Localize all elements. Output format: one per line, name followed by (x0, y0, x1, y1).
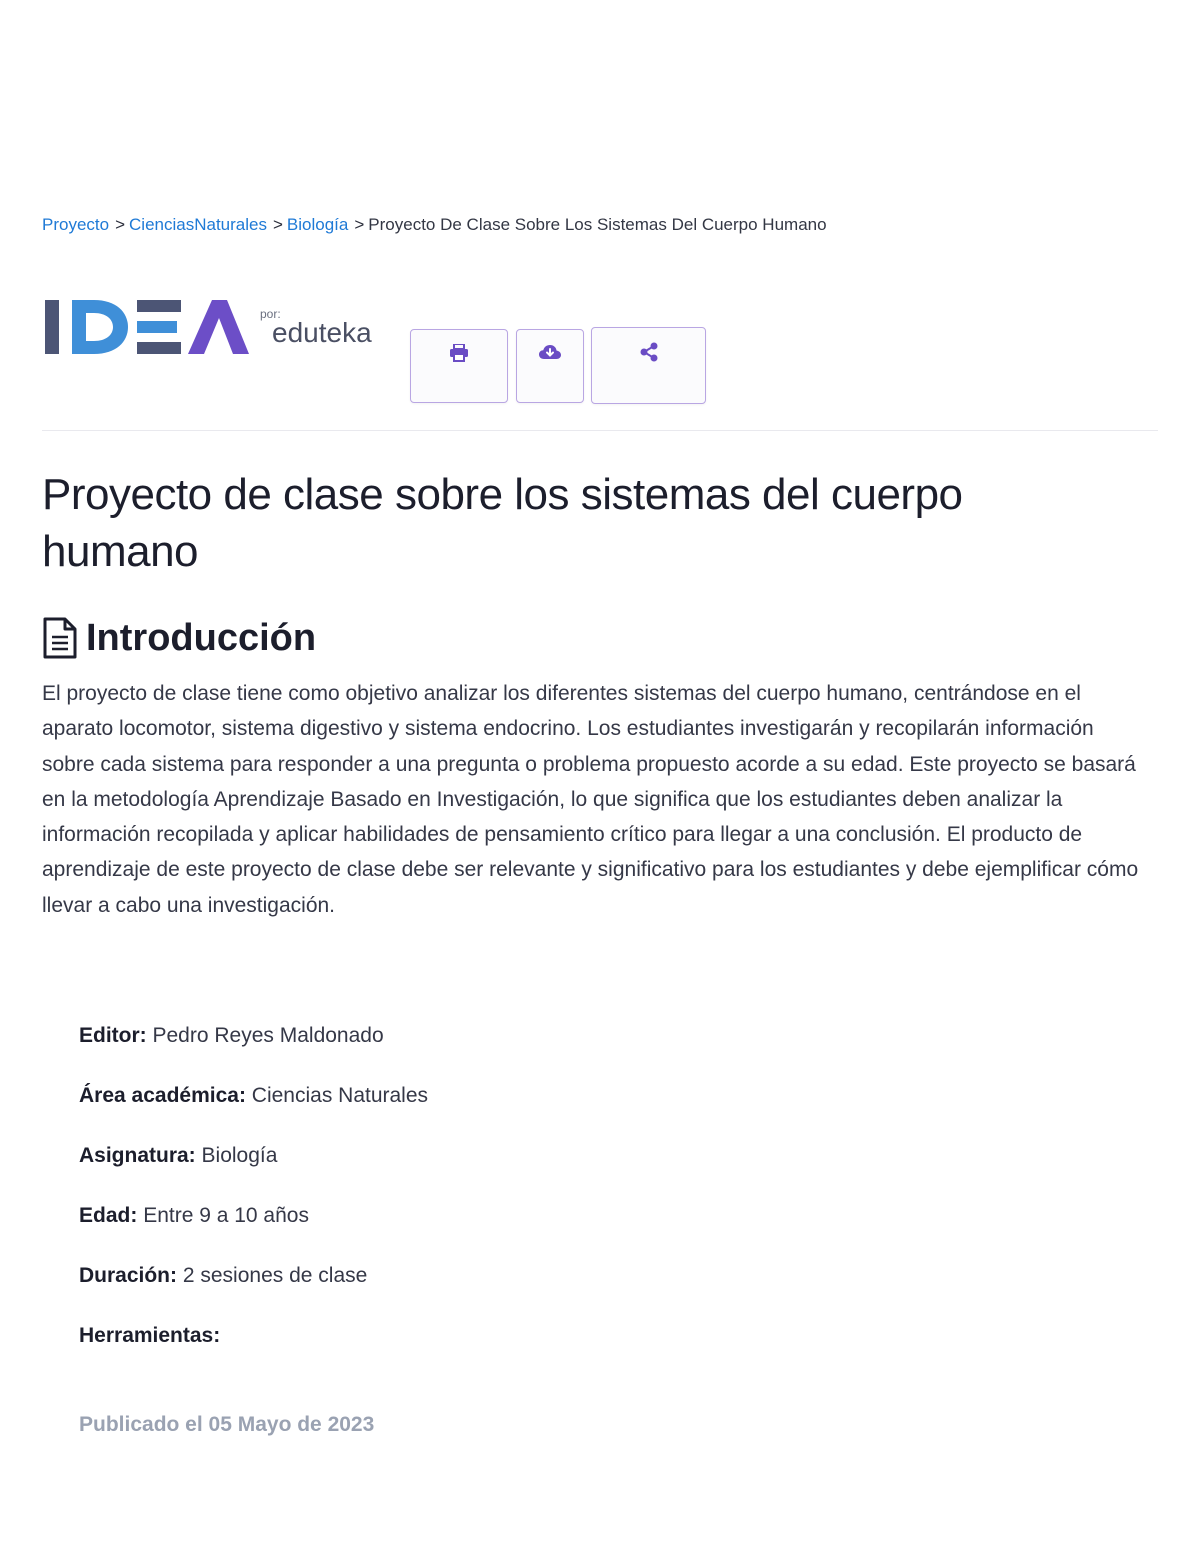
chevron-right-icon: > (272, 215, 283, 234)
meta-label: Área académica: (79, 1084, 246, 1107)
download-button[interactable] (516, 329, 584, 403)
meta-subject (79, 1138, 428, 1198)
meta-value: Biología (201, 1144, 278, 1167)
breadcrumb (42, 214, 827, 236)
meta-editor (79, 1018, 428, 1078)
chevron-right-icon: > (354, 215, 365, 234)
meta-value: 2 sesiones de clase (182, 1264, 368, 1287)
idea-logo-mark (42, 298, 402, 358)
share-icon (639, 342, 659, 362)
published-date: Publicado el 05 Mayo de 2023 (79, 1413, 375, 1436)
breadcrumb-link-proyecto[interactable]: Proyecto (42, 215, 110, 234)
print-icon (449, 344, 469, 362)
print-button[interactable] (410, 329, 508, 403)
meta-label: Edad: (79, 1204, 138, 1227)
intro-heading-label: Introducción (86, 617, 317, 659)
meta-value: Entre 9 a 10 años (143, 1204, 309, 1227)
header-divider (42, 430, 1158, 431)
chevron-right-icon: > (115, 215, 126, 234)
meta-label: Herramientas: (79, 1324, 221, 1347)
meta-tools (79, 1318, 428, 1378)
meta-label: Asignatura: (79, 1144, 196, 1167)
meta-label: Editor: (79, 1024, 147, 1047)
intro-paragraph: El proyecto de clase tiene como objetivo analizar los diferentes sistemas del cuerpo humano, centrándose en el aparato locomotor, sistema digestivo y sistema endocrino. Los estudiantes investigarán y recopilarán información sobre cada sistema para responder a una pregunta o problema propuesto acorde a su edad. Este proyecto se basará en la metodología Aprendizaje Basado en Investigación, lo que significa que los estudiantes deben analizar la información recopilada y aplicar habilidades de pensamiento crítico para llegar a una conclusión. El producto de aprendizaje de este proyecto de clase debe ser relevante y significativo para los estudiantes y debe ejemplificar cómo llevar a cabo una investigación. (42, 682, 1139, 917)
page-title: Proyecto de clase sobre los sistemas del cuerpo humano (42, 470, 963, 576)
cloud-download-icon (539, 344, 561, 360)
breadcrumb-link-biologia[interactable]: Biología (286, 215, 349, 234)
project-metadata (79, 1018, 428, 1378)
meta-duration (79, 1258, 428, 1318)
share-button[interactable] (591, 327, 706, 404)
svg-text:eduteka: eduteka (272, 317, 372, 348)
meta-label: Duración: (79, 1264, 178, 1287)
breadcrumb-link-ciencias-naturales[interactable]: CienciasNaturales (129, 215, 267, 234)
meta-value: Pedro Reyes Maldonado (152, 1024, 384, 1047)
intro-heading (42, 614, 316, 662)
meta-age (79, 1198, 428, 1258)
meta-area (79, 1078, 428, 1138)
breadcrumb-current: Proyecto De Clase Sobre Los Sistemas Del Cuerpo Humano (368, 215, 827, 234)
svg-text:por:: por: (260, 307, 281, 321)
idea-eduteka-logo[interactable] (42, 298, 402, 358)
meta-value: Ciencias Naturales (251, 1084, 429, 1107)
document-icon (42, 617, 78, 659)
